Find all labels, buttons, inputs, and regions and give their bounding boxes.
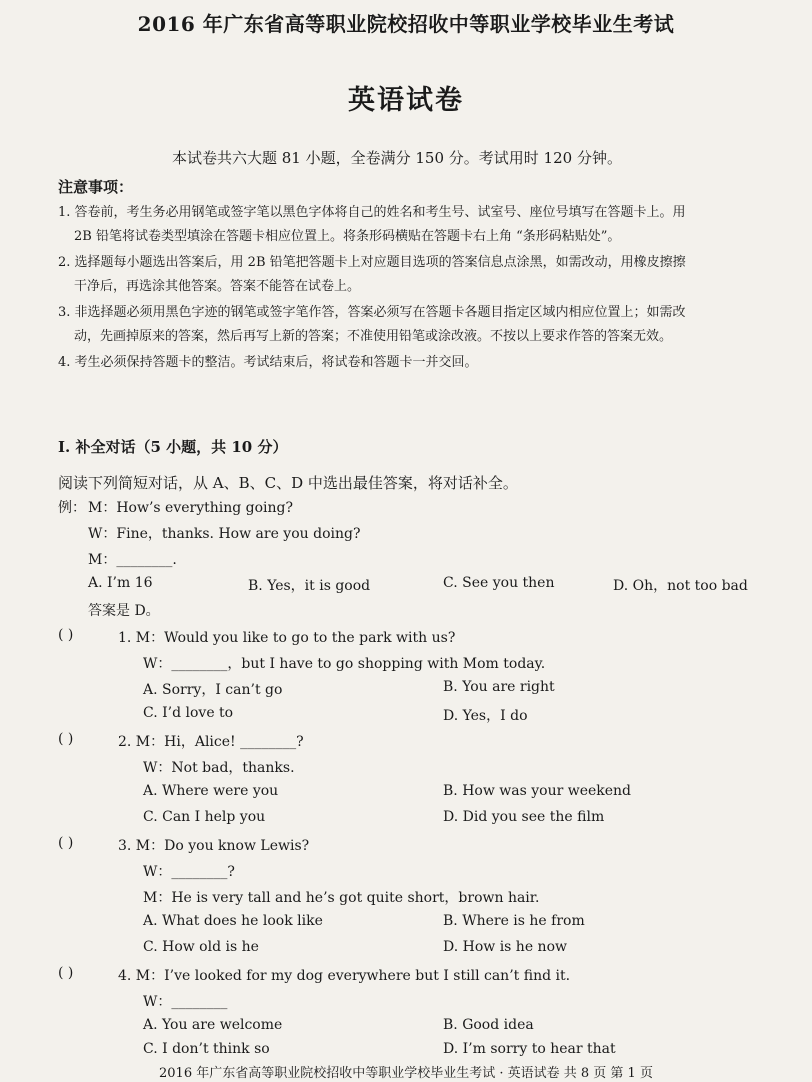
question-option: A. What does he look like <box>143 913 323 929</box>
question-option: D. Yes，I do <box>443 708 528 724</box>
note-line: 干净后，再选涂其他答案。答案不能答在试卷上。 <box>74 279 361 294</box>
question-line: M：He is very tall and he’s got quite short，brown hair. <box>143 890 540 906</box>
page-footer: 2016 年广东省高等职业院校招收中等职业学校毕业生考试 · 英语试卷 共 8 页 第 1 页 <box>159 1066 653 1081</box>
section-instruction: 阅读下列简短对话，从 A、B、C、D 中选出最佳答案，将对话补全。 <box>58 474 518 492</box>
note-line: 1. 答卷前，考生务必用钢笔或签字笔以黑色字体将自己的姓名和考生号、试室号、座位号填写在答题卡上。用 <box>58 205 686 220</box>
question-option: B. Where is he from <box>443 913 585 929</box>
question-line: W：________ <box>143 994 228 1010</box>
answer-blank: ( ) <box>58 965 74 981</box>
example-option: C. See you then <box>443 575 555 591</box>
note-line: 动，先画掉原来的答案，然后再写上新的答案；不准使用铅笔或涂改液。不按以上要求作答的答案无效。 <box>74 329 673 344</box>
answer-blank: ( ) <box>58 835 74 851</box>
question-line: W：________? <box>143 864 235 880</box>
answer-blank: ( ) <box>58 627 74 643</box>
example-line: W：Fine，thanks. How are you doing? <box>88 526 361 542</box>
example-option: D. Oh，not too bad <box>613 578 748 594</box>
example-answer: 答案是 D。 <box>88 603 160 619</box>
exam-intro: 本试卷共六大题 81 小题，全卷满分 150 分。考试用时 120 分钟。 <box>172 149 622 167</box>
exam-title: 2016 年广东省高等职业院校招收中等职业学校毕业生考试 <box>137 12 675 36</box>
note-line: 4. 考生必须保持答题卡的整洁。考试结束后，将试卷和答题卡一并交回。 <box>58 355 478 370</box>
question-line: W：Not bad，thanks. <box>143 760 295 776</box>
question-line: 3. M：Do you know Lewis? <box>118 838 310 854</box>
paper-subtitle: 英语试卷 <box>348 85 464 116</box>
question-line: W：________，but I have to go shopping with Mom today. <box>143 656 546 672</box>
note-item <box>58 351 768 375</box>
example-option: A. I’m 16 <box>88 575 153 591</box>
example-option: B. Yes，it is good <box>248 578 371 594</box>
question-option: D. Did you see the film <box>443 809 605 825</box>
section-heading: Ⅰ. 补全对话（5 小题，共 10 分） <box>58 438 288 456</box>
answer-blank: ( ) <box>58 731 74 747</box>
question-line: 1. M：Would you like to go to the park with us? <box>118 630 456 646</box>
note-item <box>58 301 768 349</box>
question-option: D. I’m sorry to hear that <box>443 1041 616 1057</box>
note-item <box>58 201 768 249</box>
example-label: 例： <box>58 500 86 516</box>
note-line: 2. 选择题每小题选出答案后，用 2B 铅笔把答题卡上对应题目选项的答案信息点涂黑，如需改动，用橡皮擦擦 <box>58 255 686 270</box>
question-line: 4. M：I’ve looked for my dog everywhere but I still can’t find it. <box>118 968 571 984</box>
question-option: C. How old is he <box>143 939 259 955</box>
example-line: M：How’s everything going? <box>88 500 294 516</box>
notes-heading: 注意事项： <box>58 178 134 196</box>
question-line: 2. M：Hi，Alice! ________? <box>118 734 304 750</box>
question-option: C. I don’t think so <box>143 1041 270 1057</box>
note-item <box>58 251 768 299</box>
question-option: C. Can I help you <box>143 809 266 825</box>
example-line: M：________. <box>88 552 177 568</box>
question-option: B. Good idea <box>443 1017 534 1033</box>
question-option: B. How was your weekend <box>443 783 632 799</box>
question-option: D. How is he now <box>443 939 567 955</box>
question-option: A. You are welcome <box>143 1017 283 1033</box>
question-option: A. Where were you <box>143 783 279 799</box>
note-line: 2B 铅笔将试卷类型填涂在答题卡相应位置上。将条形码横贴在答题卡右上角 “条形码粘贴处”。 <box>74 229 621 244</box>
question-option: B. You are right <box>443 679 555 695</box>
question-option: A. Sorry，I can’t go <box>143 682 283 698</box>
question-option: C. I’d love to <box>143 705 234 721</box>
note-line: 3. 非选择题必须用黑色字迹的钢笔或签字笔作答，答案必须写在答题卡各题目指定区域内相应位置上；如需改 <box>58 305 686 320</box>
